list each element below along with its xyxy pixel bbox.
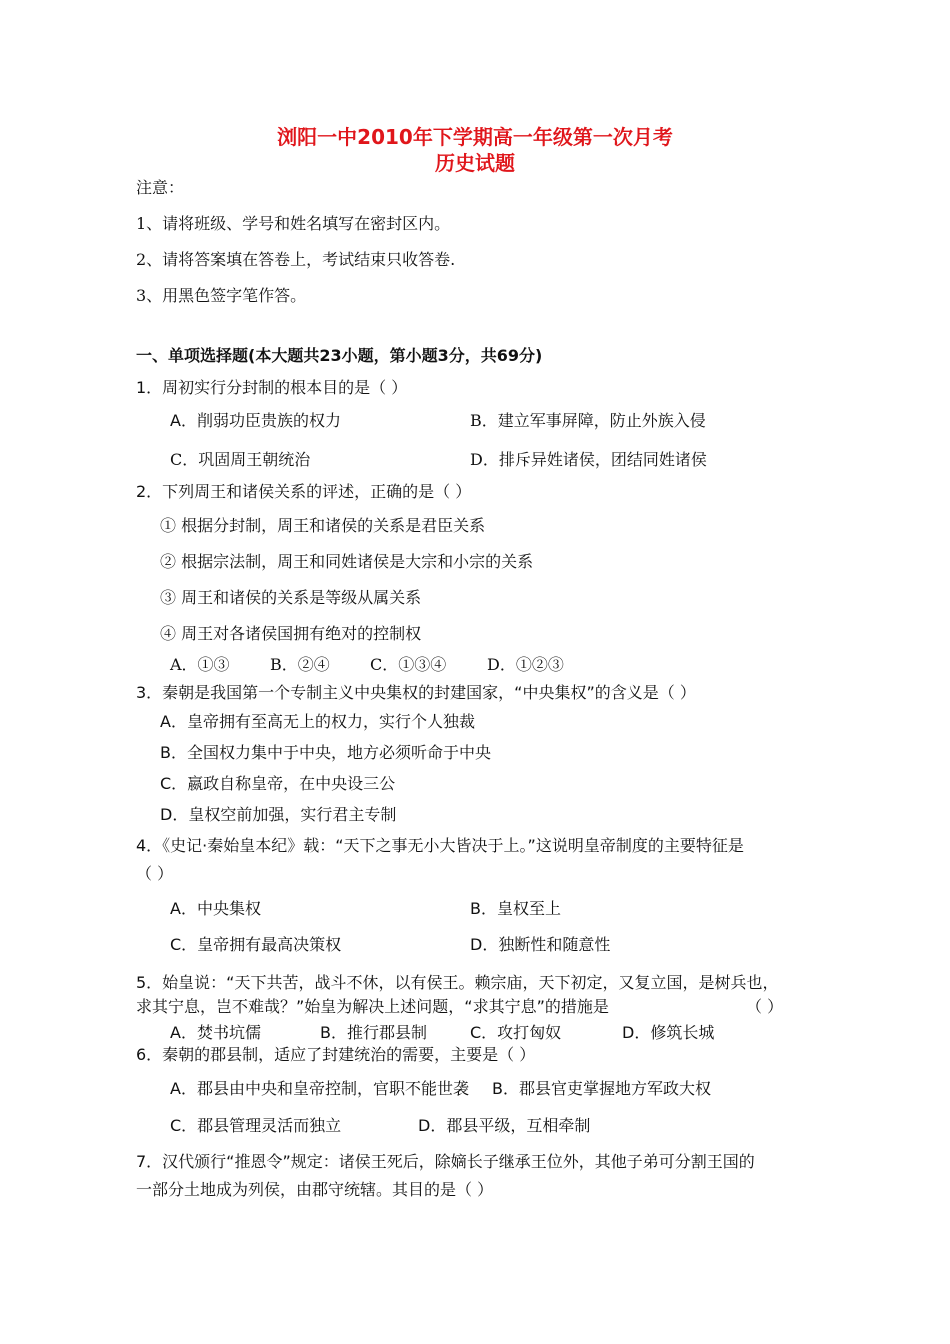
exam-title-line1: 浏阳一中2010年下学期高一年级第一次月考: [277, 125, 673, 149]
option-d: D．皇权空前加强，实行君主专制: [160, 805, 397, 824]
option-c: C．①③④: [370, 655, 447, 674]
notice-item: 2、请将答案填在答卷上，考试结束只收答卷.: [136, 250, 456, 269]
question-stem: 1．周初实行分封制的根本目的是（ ）: [136, 378, 408, 397]
question-stem: 3．秦朝是我国第一个专制主义中央集权的封建国家，“中央集权”的含义是（ ）: [136, 683, 696, 702]
notice-item: 1、请将班级、学号和姓名填写在密封区内。: [136, 214, 451, 233]
option-a: A．郡县由中央和皇帝控制，官职不能世袭: [170, 1079, 469, 1098]
option-b: B．皇权至上: [470, 899, 561, 918]
option-c: C．巩固周王朝统治: [170, 450, 311, 469]
question-stem: 6．秦朝的郡县制，适应了封建统治的需要，主要是（ ）: [136, 1045, 536, 1064]
option-d: D．修筑长城: [622, 1023, 715, 1042]
option-a: A．焚书坑儒: [170, 1023, 261, 1042]
question-stem-continued: （ ）: [136, 864, 174, 883]
question-stem: 7．汉代颁行“推恩令”规定：诸侯王死后，除嫡长子继承王位外，其他子弟可分割王国的: [136, 1152, 755, 1171]
answer-paren: （ ）: [746, 997, 784, 1016]
option-c: C．嬴政自称皇帝，在中央设三公: [160, 774, 396, 793]
option-c: C．郡县管理灵活而独立: [170, 1116, 342, 1135]
option-d: D．①②③: [487, 655, 564, 674]
question-stem: 4．《史记·秦始皇本纪》载：“天下之事无小大皆决于上。”这说明皇帝制度的主要特征是: [136, 836, 744, 855]
option-a: A．①③: [170, 655, 230, 674]
option-b: B．推行郡县制: [320, 1023, 427, 1042]
option-b: B．②④: [270, 655, 330, 674]
option-d: D．独断性和随意性: [470, 935, 611, 954]
statement: ① 根据分封制，周王和诸侯的关系是君臣关系: [160, 516, 486, 535]
notice-item: 3、用黑色签字笔作答。: [136, 286, 307, 305]
option-d: D．郡县平级，互相牵制: [418, 1116, 591, 1135]
option-b: B．郡县官吏掌握地方军政大权: [492, 1079, 711, 1098]
section-heading: 一、单项选择题(本大题共23小题，第小题3分，共69分): [136, 346, 543, 365]
option-d: D．排斥异姓诸侯，团结同姓诸侯: [470, 450, 707, 469]
option-c: C．攻打匈奴: [470, 1023, 562, 1042]
statement: ④ 周王对各诸侯国拥有绝对的控制权: [160, 624, 422, 643]
option-c: C．皇帝拥有最高决策权: [170, 935, 342, 954]
question-stem-continued: 求其宁息，岂不难哉？”始皇为解决上述问题，“求其宁息”的措施是: [136, 997, 609, 1016]
notice-label: 注意：: [136, 178, 185, 197]
option-b: B．全国权力集中于中央，地方必须听命于中央: [160, 743, 491, 762]
option-b: B．建立军事屏障，防止外族入侵: [470, 411, 706, 430]
statement: ② 根据宗法制，周王和同姓诸侯是大宗和小宗的关系: [160, 552, 534, 571]
question-stem-continued: 一部分土地成为列侯，由郡守统辖。其目的是（ ）: [136, 1180, 494, 1199]
question-stem: 5．始皇说：“天下共苦，战斗不休，以有侯王。赖宗庙，天下初定，又复立国，是树兵也，: [136, 973, 779, 992]
option-a: A．中央集权: [170, 899, 261, 918]
statement: ③ 周王和诸侯的关系是等级从属关系: [160, 588, 422, 607]
question-stem: 2．下列周王和诸侯关系的评述，正确的是（ ）: [136, 482, 472, 501]
exam-title-line2: 历史试题: [435, 151, 515, 175]
option-a: A．皇帝拥有至高无上的权力，实行个人独裁: [160, 712, 475, 731]
option-a: A．削弱功臣贵族的权力: [170, 411, 341, 430]
